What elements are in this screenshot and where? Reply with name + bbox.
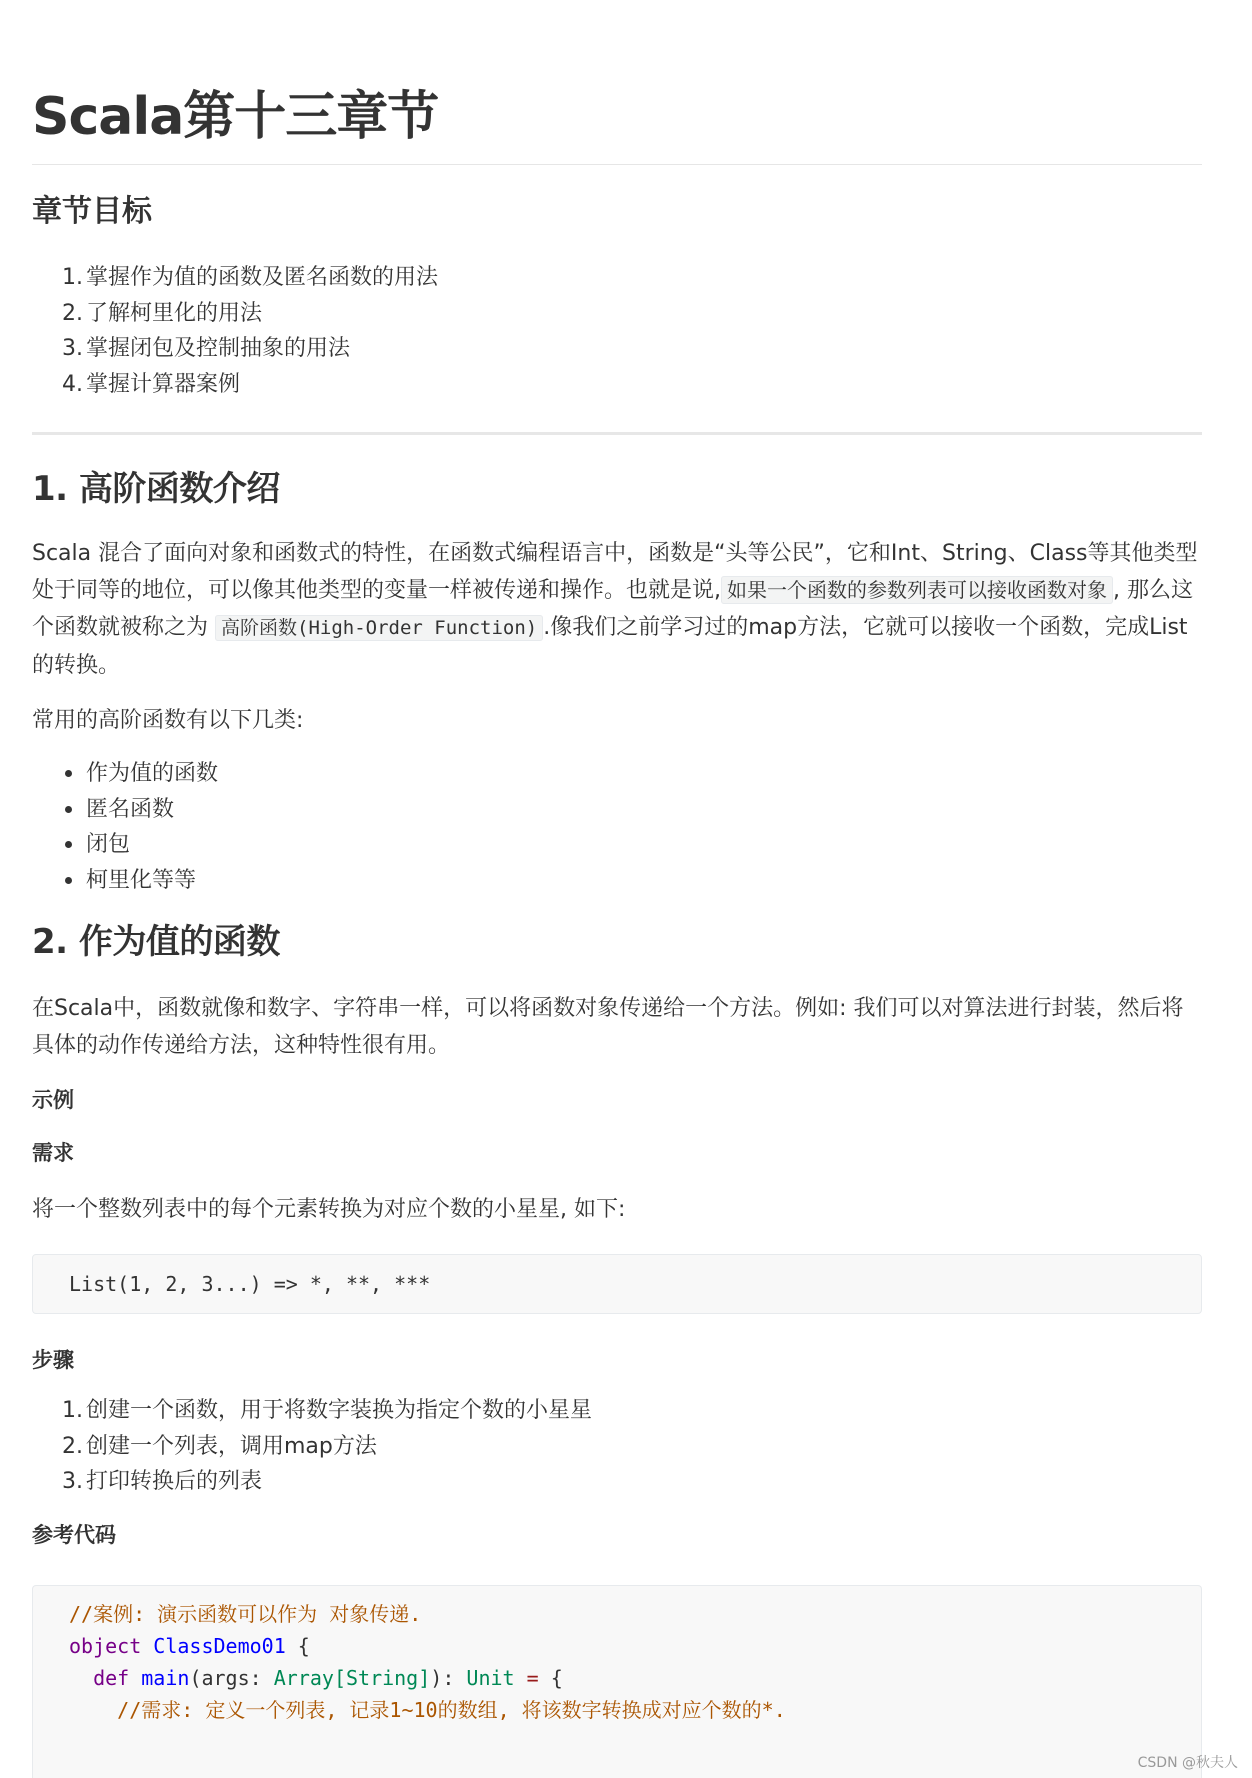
step-item: 1. 创建一个函数，用于将数字装换为指定个数的小星星 (62, 1398, 593, 1423)
objective-item: 3. 掌握闭包及控制抽象的用法 (62, 336, 351, 361)
reference-code-block: //案例: 演示函数可以作为 对象传递. object ClassDemo01 { def main(args: Array[String]): Unit = { //需求: 定义一个列表, 记录1~10的数组, 将该数字转换成对应个数的*. (32, 1585, 1202, 1778)
higher-order-function-types (62, 756, 218, 898)
bullet-icon (65, 770, 72, 777)
page-title: Scala第十三章节 (32, 87, 439, 147)
section-divider (32, 432, 1202, 435)
section1-paragraph: Scala 混合了面向对象和函数式的特性，在函数式编程语言中，函数是“头等公民”，它和Int、String、Class等其他类型处于同等的地位，可以像其他类型的变量一样被传递和操作。也就是说, 如果一个函数的参数列表可以接收函数对象 , 那么这个函数就被称之为 高阶函数(High-Order Function) .像我们之前学习过的map方法，它就可以接收一个函数，完成List的转换。 (32, 541, 1198, 678)
sample-code-block: List(1, 2, 3...) => *, **, *** (32, 1254, 1202, 1314)
objective-item: 4. 掌握计算器案例 (62, 371, 241, 397)
list-item: 作为值的函数 (62, 756, 218, 792)
bullet-icon (65, 841, 72, 848)
list-item: 匿名函数 (62, 792, 218, 828)
code-comment: //需求: 定义一个列表, 记录1~10的数组, 将该数字转换成对应个数的*. (117, 1698, 786, 1722)
csdn-watermark: CSDN @秋夫人 (1137, 1755, 1238, 1771)
step-item: 3. 打印转换后的列表 (62, 1469, 263, 1494)
step-item: 2. 创建一个列表，调用map方法 (62, 1433, 377, 1459)
section1-heading: 1. 高阶函数介绍 (32, 469, 280, 509)
inline-code-definition: 如果一个函数的参数列表可以接收函数对象 (721, 576, 1113, 604)
section2-heading: 2. 作为值的函数 (32, 922, 280, 962)
objectives-list (62, 260, 438, 402)
inline-code-high-order-function: 高阶函数(High-Order Function) (215, 615, 543, 641)
bullet-icon (65, 877, 72, 884)
reference-code-label: 参考代码 (32, 1523, 116, 1547)
objective-item: 2. 了解柯里化的用法 (62, 300, 263, 326)
bullet-icon (65, 806, 72, 813)
requirement-label: 需求 (32, 1141, 74, 1165)
example-label: 示例 (32, 1088, 74, 1112)
steps-list (62, 1393, 592, 1500)
objectives-heading: 章节目标 (32, 194, 152, 229)
objective-item: 1. 掌握作为值的函数及匿名函数的用法 (62, 265, 439, 290)
section1-paragraph-2: 常用的高阶函数有以下几类: (32, 708, 304, 733)
steps-label: 步骤 (32, 1348, 74, 1372)
title-divider (32, 164, 1202, 165)
list-item: 闭包 (62, 827, 218, 863)
list-item: 柯里化等等 (62, 863, 218, 899)
code-comment: //案例: 演示函数可以作为 对象传递. (69, 1602, 422, 1626)
section2-paragraph: 在Scala中，函数就像和数字、字符串一样，可以将函数对象传递给一个方法。例如: 我们可以对算法进行封装，然后将具体的动作传递给方法，这种特性很有用。 (32, 996, 1184, 1058)
requirement-text: 将一个整数列表中的每个元素转换为对应个数的小星星, 如下: (32, 1197, 626, 1222)
